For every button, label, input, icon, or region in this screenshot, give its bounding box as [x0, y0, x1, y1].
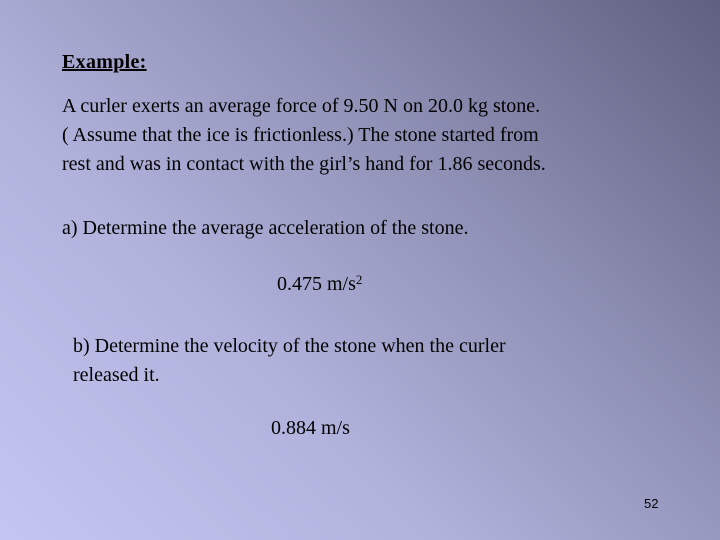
problem-line: A curler exerts an average force of 9.50 N on 20.0 kg stone. [62, 95, 541, 117]
question-b [73, 332, 506, 390]
problem-line: rest and was in contact with the girl’s hand for 1.86 seconds. [62, 153, 546, 175]
example-heading: Example: [62, 51, 147, 73]
question-b-line: released it. [73, 364, 160, 386]
problem-line: ( Assume that the ice is frictionless.) The stone started from [62, 124, 539, 146]
answer-a-value: 0.475 m/s [277, 273, 356, 295]
answer-a-exponent: 2 [355, 272, 363, 287]
answer-a [277, 273, 362, 296]
page-number: 52 [644, 496, 659, 511]
question-b-line: b) Determine the velocity of the stone when the curler [73, 335, 506, 357]
question-a: a) Determine the average acceleration of the stone. [62, 217, 469, 239]
problem-statement [62, 92, 702, 179]
answer-b: 0.884 m/s [271, 417, 350, 439]
